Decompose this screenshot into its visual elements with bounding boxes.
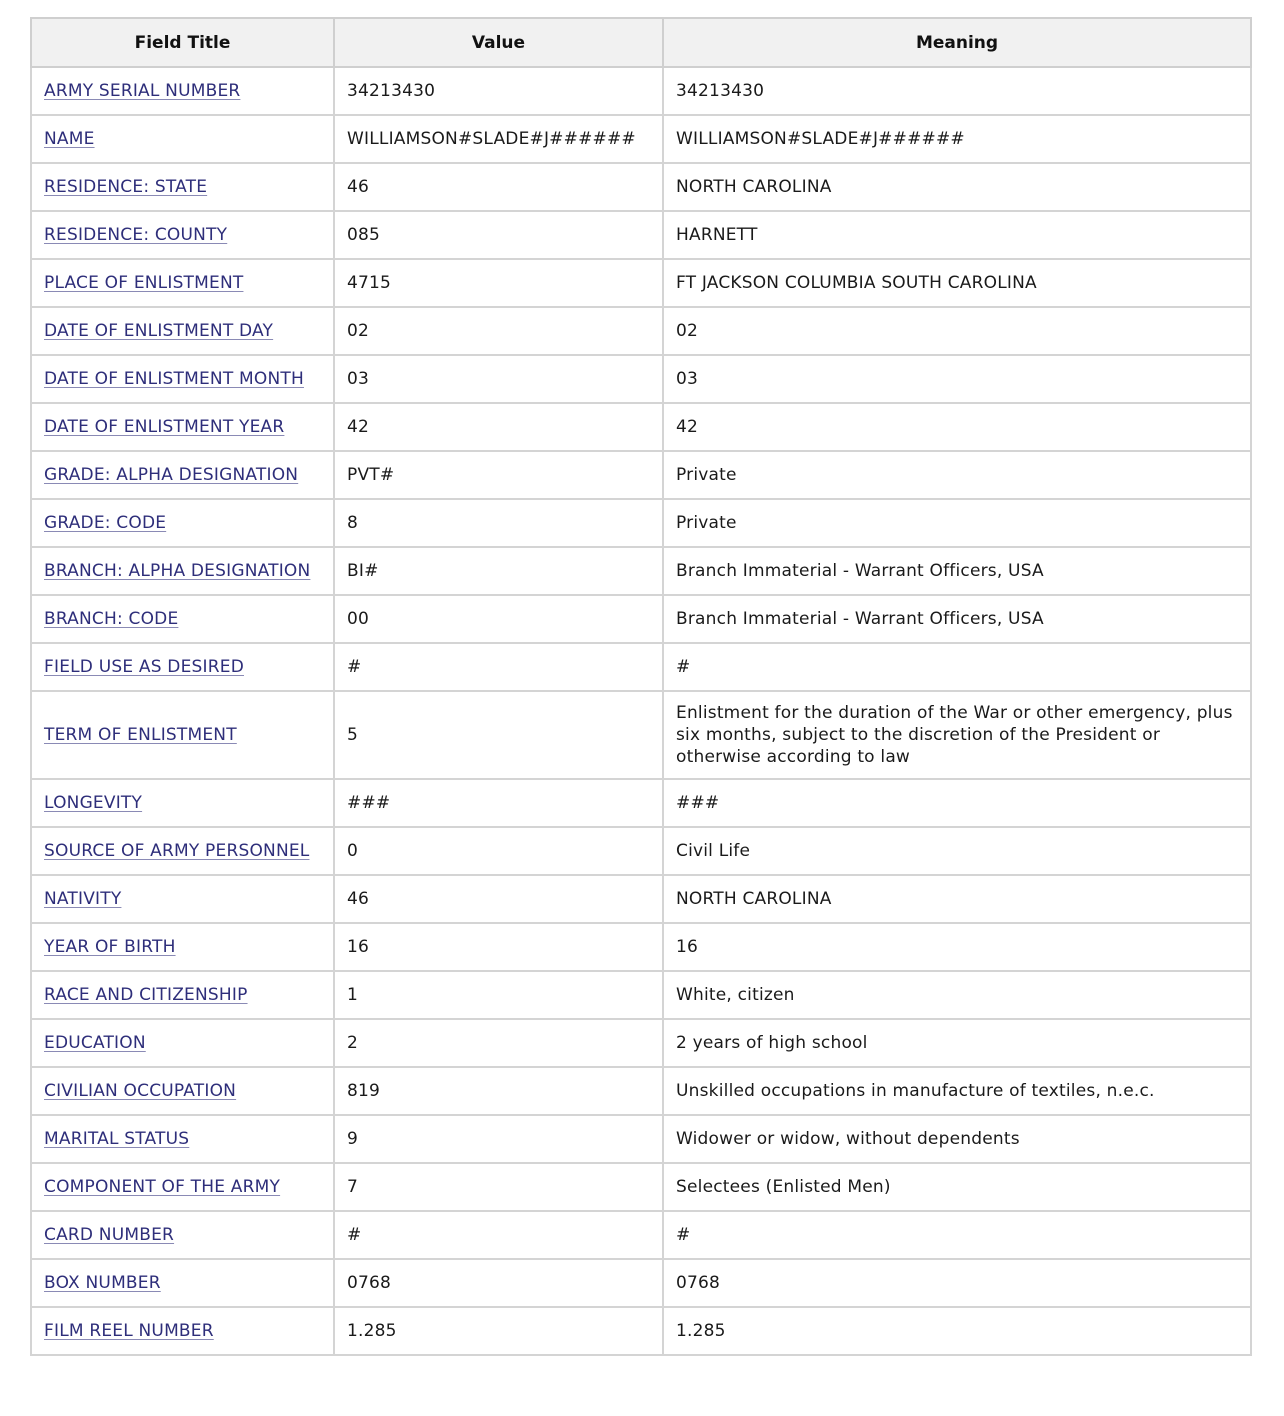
field-title-cell [31, 259, 334, 307]
field-title-cell [31, 1067, 334, 1115]
meaning-cell: Selectees (Enlisted Men) [663, 1163, 1251, 1211]
table-row [31, 971, 1251, 1019]
field-title-link[interactable]: ARMY SERIAL NUMBER [44, 81, 241, 101]
value-cell: 819 [334, 1067, 663, 1115]
meaning-cell: White, citizen [663, 971, 1251, 1019]
field-title-cell [31, 875, 334, 923]
field-title-link[interactable]: GRADE: CODE [44, 513, 167, 533]
value-cell: 7 [334, 1163, 663, 1211]
field-title-cell [31, 67, 334, 115]
meaning-cell: Private [663, 499, 1251, 547]
table-row [31, 1067, 1251, 1115]
meaning-cell: HARNETT [663, 211, 1251, 259]
table-row [31, 451, 1251, 499]
field-title-cell [31, 691, 334, 779]
field-title-cell [31, 115, 334, 163]
meaning-cell: ### [663, 779, 1251, 827]
field-title-link[interactable]: RACE AND CITIZENSHIP [44, 985, 248, 1005]
record-table-body [31, 67, 1251, 1355]
value-cell: 00 [334, 595, 663, 643]
meaning-cell: NORTH CAROLINA [663, 163, 1251, 211]
value-cell: # [334, 643, 663, 691]
value-cell: 8 [334, 499, 663, 547]
table-row [31, 547, 1251, 595]
meaning-cell: Private [663, 451, 1251, 499]
table-row [31, 211, 1251, 259]
field-title-link[interactable]: SOURCE OF ARMY PERSONNEL [44, 841, 310, 861]
value-cell: 42 [334, 403, 663, 451]
column-header-value: Value [334, 18, 663, 67]
meaning-cell: FT JACKSON COLUMBIA SOUTH CAROLINA [663, 259, 1251, 307]
field-title-link[interactable]: BRANCH: CODE [44, 609, 179, 629]
field-title-cell [31, 827, 334, 875]
value-cell: 0 [334, 827, 663, 875]
field-title-link[interactable]: DATE OF ENLISTMENT MONTH [44, 369, 304, 389]
field-title-cell [31, 451, 334, 499]
field-title-cell [31, 403, 334, 451]
field-title-cell [31, 355, 334, 403]
field-title-link[interactable]: RESIDENCE: COUNTY [44, 225, 228, 245]
field-title-link[interactable]: BOX NUMBER [44, 1273, 161, 1293]
meaning-cell: 42 [663, 403, 1251, 451]
field-title-link[interactable]: GRADE: ALPHA DESIGNATION [44, 465, 299, 485]
field-title-cell [31, 971, 334, 1019]
table-row [31, 403, 1251, 451]
header-row [31, 18, 1251, 67]
meaning-cell: 1.285 [663, 1307, 1251, 1355]
field-title-link[interactable]: FIELD USE AS DESIRED [44, 657, 244, 677]
table-row [31, 259, 1251, 307]
value-cell: 46 [334, 163, 663, 211]
value-cell: 16 [334, 923, 663, 971]
meaning-cell: 02 [663, 307, 1251, 355]
value-cell: 9 [334, 1115, 663, 1163]
table-row [31, 691, 1251, 779]
value-cell: 085 [334, 211, 663, 259]
meaning-cell: WILLIAMSON#SLADE#J###### [663, 115, 1251, 163]
field-title-link[interactable]: FILM REEL NUMBER [44, 1321, 214, 1341]
value-cell: # [334, 1211, 663, 1259]
field-title-link[interactable]: YEAR OF BIRTH [44, 937, 176, 957]
field-title-cell [31, 923, 334, 971]
meaning-cell: # [663, 643, 1251, 691]
record-table [30, 17, 1252, 1356]
table-row [31, 499, 1251, 547]
table-row [31, 1259, 1251, 1307]
field-title-cell [31, 1259, 334, 1307]
field-title-cell [31, 1115, 334, 1163]
value-cell: 34213430 [334, 67, 663, 115]
field-title-cell [31, 211, 334, 259]
meaning-cell: # [663, 1211, 1251, 1259]
table-row [31, 1211, 1251, 1259]
field-title-link[interactable]: NATIVITY [44, 889, 122, 909]
record-table-container [30, 17, 1250, 1356]
meaning-cell: Branch Immaterial - Warrant Officers, USA [663, 595, 1251, 643]
field-title-cell [31, 1307, 334, 1355]
table-row [31, 595, 1251, 643]
value-cell: ### [334, 779, 663, 827]
table-row [31, 827, 1251, 875]
field-title-cell [31, 499, 334, 547]
field-title-link[interactable]: NAME [44, 129, 95, 149]
value-cell: 02 [334, 307, 663, 355]
table-row [31, 1163, 1251, 1211]
value-cell: 1 [334, 971, 663, 1019]
field-title-cell [31, 779, 334, 827]
field-title-link[interactable]: DATE OF ENLISTMENT YEAR [44, 417, 285, 437]
field-title-cell [31, 1211, 334, 1259]
field-title-link[interactable]: EDUCATION [44, 1033, 146, 1053]
field-title-cell [31, 307, 334, 355]
column-header-field-title: Field Title [31, 18, 334, 67]
field-title-link[interactable]: LONGEVITY [44, 793, 143, 813]
meaning-cell: Enlistment for the duration of the War or other emergency, plus six months, subject to the discretion of the President or otherwise according to law [663, 691, 1251, 779]
meaning-cell: 03 [663, 355, 1251, 403]
column-header-meaning: Meaning [663, 18, 1251, 67]
field-title-link[interactable]: TERM OF ENLISTMENT [44, 725, 237, 745]
table-row [31, 355, 1251, 403]
meaning-cell: 2 years of high school [663, 1019, 1251, 1067]
field-title-cell [31, 1019, 334, 1067]
meaning-cell: 16 [663, 923, 1251, 971]
field-title-link[interactable]: MARITAL STATUS [44, 1129, 190, 1149]
meaning-cell: Unskilled occupations in manufacture of textiles, n.e.c. [663, 1067, 1251, 1115]
value-cell: 2 [334, 1019, 663, 1067]
field-title-link[interactable]: RESIDENCE: STATE [44, 177, 208, 197]
meaning-cell: 34213430 [663, 67, 1251, 115]
field-title-cell [31, 643, 334, 691]
table-row [31, 1115, 1251, 1163]
field-title-cell [31, 163, 334, 211]
field-title-cell [31, 595, 334, 643]
table-row [31, 115, 1251, 163]
value-cell: 46 [334, 875, 663, 923]
field-title-link[interactable]: COMPONENT OF THE ARMY [44, 1177, 281, 1197]
meaning-cell: Civil Life [663, 827, 1251, 875]
table-row [31, 923, 1251, 971]
value-cell: WILLIAMSON#SLADE#J###### [334, 115, 663, 163]
table-row [31, 779, 1251, 827]
table-row [31, 67, 1251, 115]
field-title-cell [31, 547, 334, 595]
value-cell: 4715 [334, 259, 663, 307]
value-cell: 1.285 [334, 1307, 663, 1355]
meaning-cell: 0768 [663, 1259, 1251, 1307]
table-row [31, 643, 1251, 691]
field-title-link[interactable]: CARD NUMBER [44, 1225, 175, 1245]
field-title-link[interactable]: BRANCH: ALPHA DESIGNATION [44, 561, 311, 581]
value-cell: 0768 [334, 1259, 663, 1307]
field-title-link[interactable]: CIVILIAN OCCUPATION [44, 1081, 237, 1101]
value-cell: BI# [334, 547, 663, 595]
value-cell: 03 [334, 355, 663, 403]
value-cell: 5 [334, 691, 663, 779]
meaning-cell: Widower or widow, without dependents [663, 1115, 1251, 1163]
value-cell: PVT# [334, 451, 663, 499]
meaning-cell: NORTH CAROLINA [663, 875, 1251, 923]
meaning-cell: Branch Immaterial - Warrant Officers, USA [663, 547, 1251, 595]
table-row [31, 307, 1251, 355]
table-row [31, 1307, 1251, 1355]
field-title-link[interactable]: DATE OF ENLISTMENT DAY [44, 321, 274, 341]
table-row [31, 1019, 1251, 1067]
table-row [31, 875, 1251, 923]
field-title-link[interactable]: PLACE OF ENLISTMENT [44, 273, 244, 293]
table-row [31, 163, 1251, 211]
field-title-cell [31, 1163, 334, 1211]
